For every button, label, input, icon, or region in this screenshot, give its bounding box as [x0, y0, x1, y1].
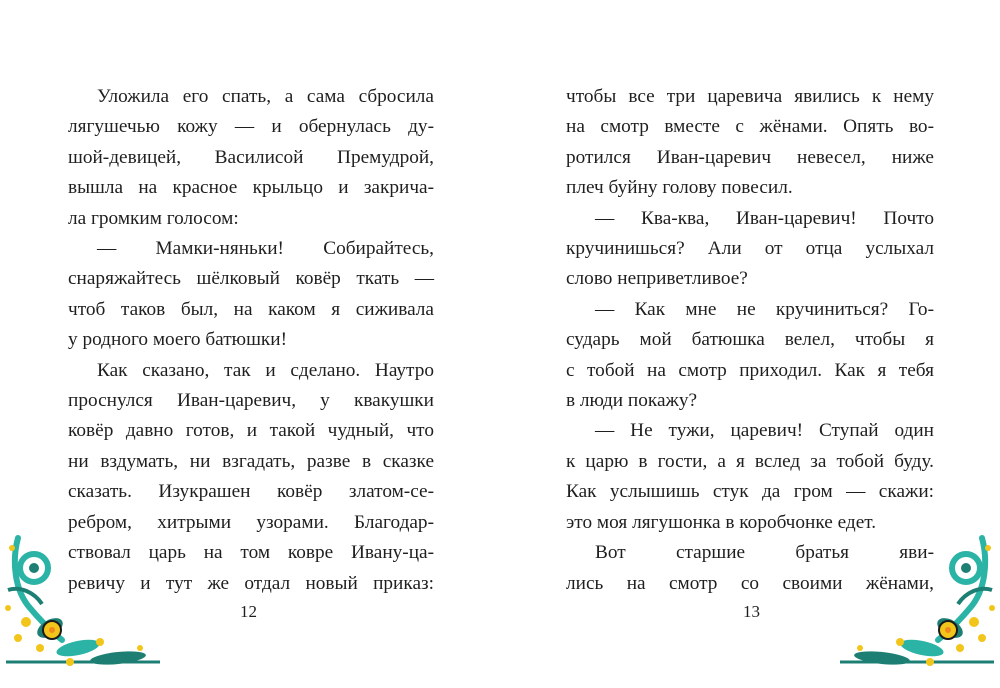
text-line: чтобы все три царевича явились к нему — [566, 86, 934, 107]
text-line: — Мамки-няньки! Собирайтесь, — [97, 238, 434, 260]
text-line: проснулся Иван-царевич, у квакушки — [68, 390, 434, 412]
text-line: ребром, хитрыми узорами. Благодар- — [68, 511, 434, 533]
text-line: ротился Иван-царевич невесел, ниже — [566, 146, 934, 168]
text-line: сказать. Изукрашен ковёр златом-се- — [68, 481, 434, 503]
right-page — [500, 0, 1000, 688]
text-line: ревичу и тут же отдал новый приказ: — [68, 572, 434, 594]
text-line: с тобой на смотр приходил. Как я тебя — [566, 359, 934, 381]
corner-ornament-left — [0, 530, 170, 670]
text-line: на смотр вместе с жёнами. Опять во- — [566, 116, 934, 138]
text-line: вышла на красное крыльцо и закрича- — [68, 177, 434, 199]
left-page-text — [68, 82, 434, 599]
text-line: кручинишься? Али от отца услыхал — [566, 238, 934, 260]
text-line: ла громким голосом: — [68, 207, 239, 229]
text-line: плеч буйну голову повесил. — [566, 177, 793, 199]
text-line: снаряжайтесь шёлковый ковёр ткать — — [68, 268, 434, 290]
text-line: чтоб таков был, на каком я сиживала — [68, 298, 434, 320]
text-line: ни вздумать, ни взгадать, разве в сказке — [68, 450, 434, 472]
text-line: лягушечью кожу — и обернулась ду- — [68, 116, 434, 138]
right-page-text — [566, 82, 934, 599]
text-line: ствовал царь на том ковре Ивану-ца- — [68, 542, 434, 564]
text-line: — Ква-ква, Иван-царевич! Почто — [595, 207, 934, 229]
text-line: — Как мне не кручиниться? Го- — [595, 298, 934, 320]
right-page-number: 13 — [743, 602, 760, 621]
text-line: лись на смотр со своими жёнами, — [566, 572, 934, 594]
text-line: Как сказано, так и сделано. Наутро — [97, 359, 434, 381]
folk-ornament-icon — [5, 538, 160, 667]
corner-ornament-right — [830, 530, 1000, 670]
text-line: в люди покажу? — [566, 390, 698, 412]
text-line: шой-девицей, Василисой Премудрой, — [68, 146, 434, 168]
text-line: Как услышишь стук да гром — скажи: — [566, 481, 934, 503]
text-line: это моя лягушонка в коробчонке едет. — [566, 511, 877, 533]
text-line: сударь мой батюшка велел, чтобы я — [566, 329, 934, 351]
text-line: у родного моего батюшки! — [68, 329, 288, 351]
text-line: Вот старшие братья яви- — [595, 542, 934, 564]
text-line: слово неприветливое? — [566, 268, 748, 290]
text-line: к царю в гости, а я вслед за тобой буду. — [566, 450, 934, 472]
text-line: ковёр давно готов, и такой чудный, что — [68, 420, 434, 442]
folk-ornament-icon — [840, 538, 995, 667]
left-page-number: 12 — [240, 602, 257, 621]
text-line: — Не тужи, царевич! Ступай один — [595, 420, 934, 442]
text-line: Уложила его спать, а сама сбросила — [97, 86, 434, 107]
